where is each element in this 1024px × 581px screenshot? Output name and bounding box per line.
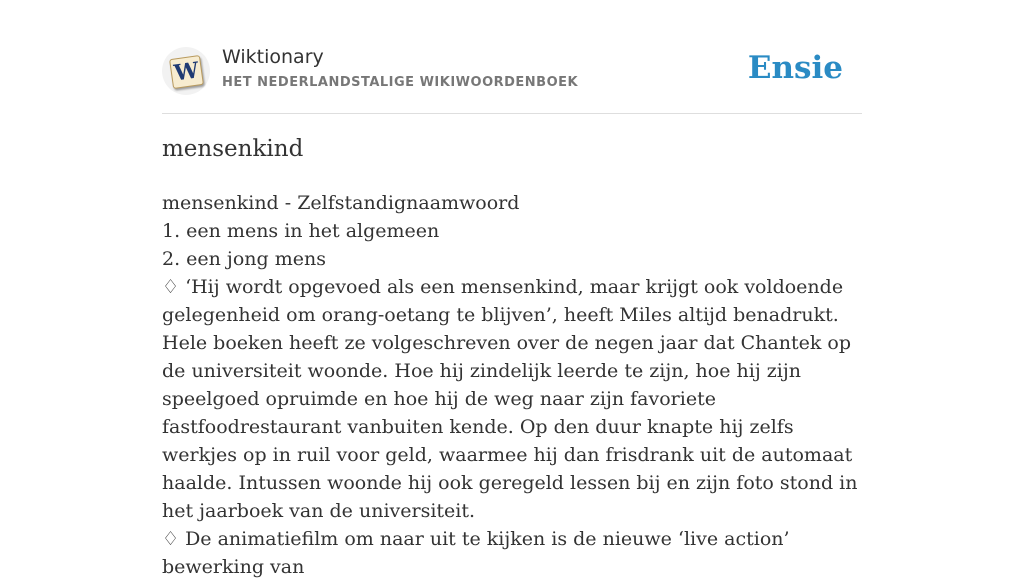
site-title[interactable]: Wiktionary — [222, 46, 324, 68]
entry-body — [162, 189, 862, 581]
ensie-brand-link[interactable]: Ensie — [747, 50, 843, 86]
logo-tile-icon — [169, 55, 204, 89]
example-2: ♢ De animatiefilm om naar uit te kijken is de nieuwe ‘live action’ bewerking van — [162, 528, 790, 578]
part-of-speech-line: mensenkind - Zelfstandignaamwoord — [162, 192, 520, 214]
definition-1: 1. een mens in het algemeen — [162, 220, 440, 242]
example-1: ♢ ‘Hij wordt opgevoed als een mensenkind, maar krijgt ook voldoende gelegenheid om orang-oetang te blijven’, heeft Miles altijd benadrukt. Hele boeken heeft ze volgeschreven over de negen jaar dat Chantek op de universiteit woonde. Hoe hij zindelijk leerde te zijn, hoe hij zijn speelgoed opruimde en hoe hij de weg naar zijn favoriete fastfoodrestaurant vanbuiten kende. Op den duur knapte hij zelfs werkjes op in ruil voor geld, waarmee hij dan frisdrank uit de automaat haalde. Intussen woonde hij ook geregeld lessen bij en zijn foto stond in het jaarboek van de universiteit. — [162, 276, 858, 522]
definition-2: 2. een jong mens — [162, 248, 326, 270]
site-header — [162, 40, 862, 114]
wiktionary-logo[interactable] — [162, 47, 210, 95]
logo-letter: W — [172, 57, 201, 87]
page-title: mensenkind — [162, 136, 304, 162]
site-subtitle: HET NEDERLANDSTALIGE WIKIWOORDENBOEK — [222, 75, 579, 90]
